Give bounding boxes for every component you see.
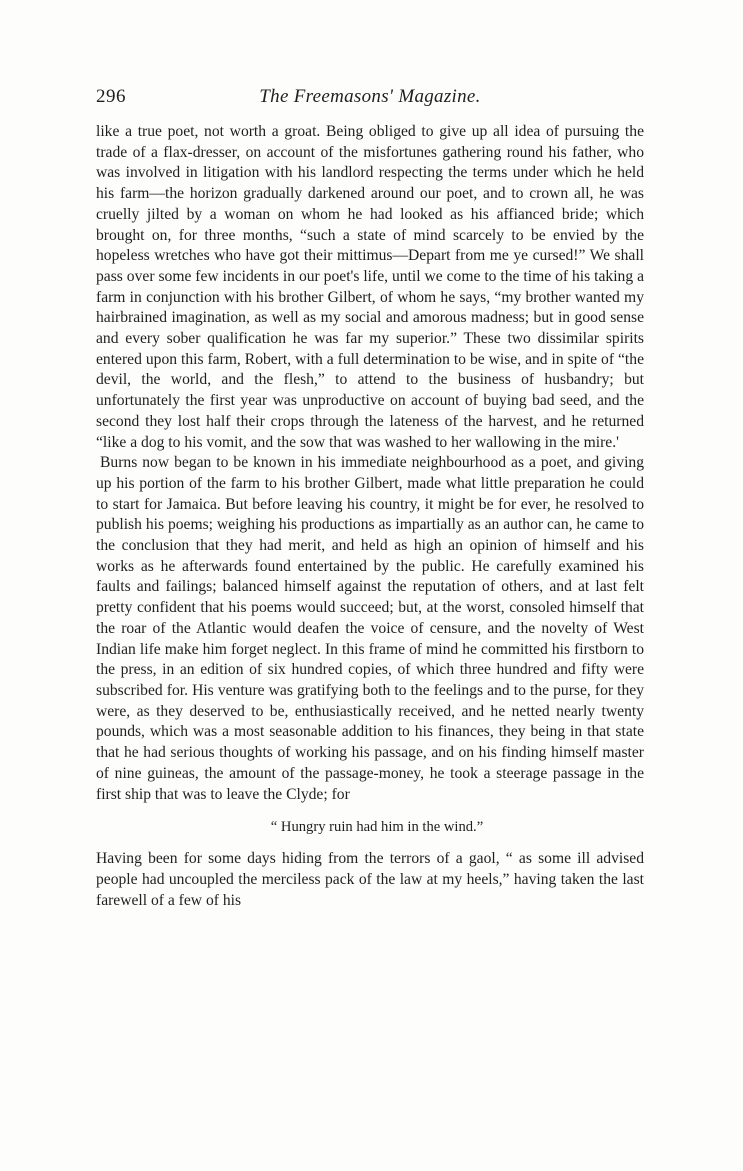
article-body: [96, 122, 644, 911]
verse-quote: “ Hungry ruin had him in the wind.”: [270, 819, 484, 836]
page-header: [96, 86, 644, 112]
paragraph-3: Having been for some days hiding from the terrors of a gaol, “ as some ill advised people had uncoupled the merciless pack of the law at my heels,” having taken the last farewell of a few of his: [96, 850, 644, 909]
paragraph-1: like a true poet, not worth a groat. Being obliged to give up all idea of pursuing the trade of a flax-dresser, on account of the misfortunes gathering round his father, who was involved in litigation with his landlord respecting the terms under which he held his farm—the horizon gradually darkened around our poet, and to crown all, he was cruelly jilted by a woman on whom he had looked as his affianced bride; which brought on, for three months, “such a state of mind scarcely to be envied by the hopeless wretches who have got their mittimus—Depart from me ye cursed!” We shall pass over some few incidents in our poet's life, until we come to the time of his taking a farm in conjunction with his brother Gilbert, of whom he says, “my brother wanted my hairbrained imagination, as well as my social and amorous madness; but in good sense and every sober qualification he was far my superior.” These two dissimilar spirits entered upon this farm, Robert, with a full determination to be wise, and in spite of “the devil, the world, and the flesh,” to attend to the business of husbandry; but unfortunately the first year was unproductive on account of buying bad seed, and the second they lost half their crops through the lateness of the harvest, and he returned “like a dog to his vomit, and the sow that was washed to her wallowing in the mire.': [96, 123, 644, 451]
running-title: The Freemasons' Magazine.: [259, 86, 481, 107]
paragraph-2: Burns now began to be known in his immediate neighbourhood as a poet, and giving up his portion of the farm to his brother Gilbert, made what little preparation he could to start for Jamaica. But before leaving his country, it might be for ever, he resolved to publish his poems; weighing his productions as impartially as an author can, he came to the conclusion that they had merit, and held as high an opinion of himself and his works as he afterwards found entertained by the public. He carefully examined his faults and failings; balanced himself against the reputation of others, and at last felt pretty confident that his poems would succeed; but, at the worst, consoled himself that the roar of the Atlantic would deafen the voice of censure, and the novelty of West Indian life make him forget neglect. In this frame of mind he committed his firstborn to the press, in an edition of six hundred copies, of which three hundred and fifty were subscribed for. His venture was gratifying both to the feelings and to the purse, for they were, as they deserved to be, enthusiastically received, and he netted nearly twenty pounds, which was a most seasonable addition to his finances, they being in that state that he had serious thoughts of working his passage, and on his finding himself master of nine guineas, the amount of the passage-money, he took a steerage passage in the first ship that was to leave the Clyde; for: [96, 454, 644, 803]
page-number: 296: [96, 86, 126, 107]
